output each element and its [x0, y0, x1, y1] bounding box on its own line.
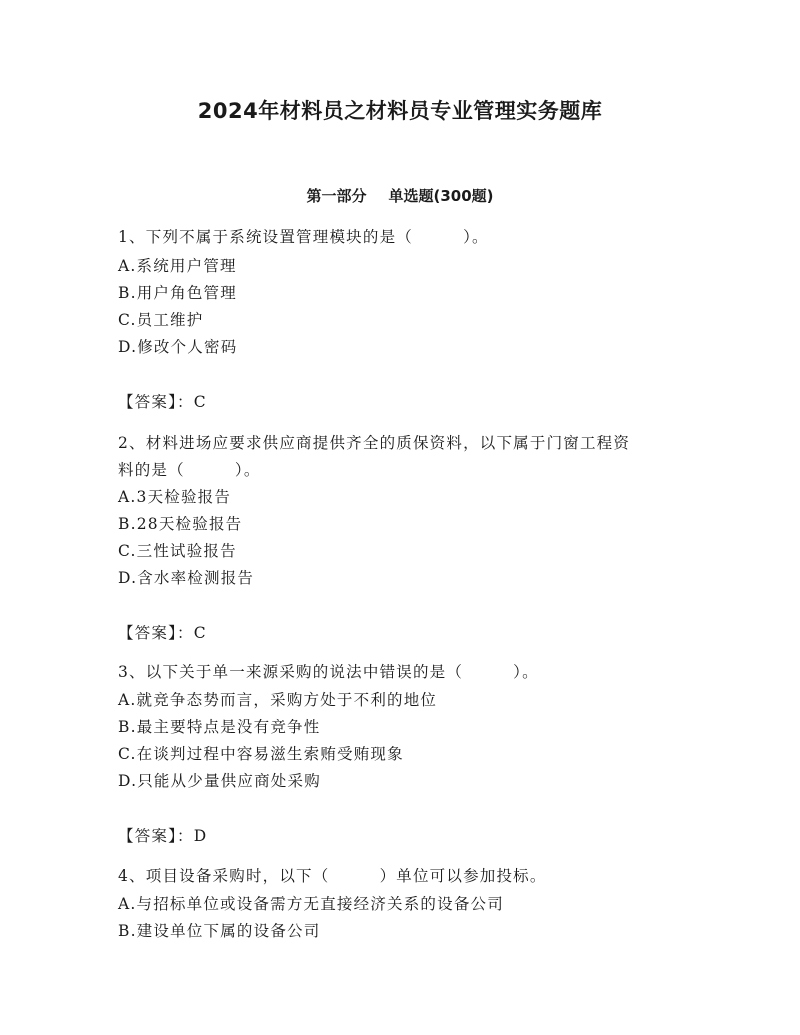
option-b: B.28天检验报告 — [118, 515, 243, 533]
question-stem: 2、材料进场应要求供应商提供齐全的质保资料，以下属于门窗工程资 — [118, 434, 631, 452]
option-c: C.在谈判过程中容易滋生索贿受贿现象 — [118, 745, 404, 763]
document-title: 2024年材料员之材料员专业管理实务题库 — [197, 99, 603, 123]
section-name: 单选题(300题) — [388, 187, 494, 205]
option-a: A.3天检验报告 — [118, 488, 232, 506]
option-a: A.与招标单位或设备需方无直接经济关系的设备公司 — [118, 895, 504, 913]
answer-label: 【答案】：D — [118, 827, 208, 845]
question-stem: 1、下列不属于系统设置管理模块的是（ ）。 — [118, 228, 489, 246]
question-stem: 4、项目设备采购时，以下（ ）单位可以参加投标。 — [118, 867, 547, 885]
option-a: A.就竞争态势而言，采购方处于不利的地位 — [118, 691, 438, 709]
answer-label: 【答案】：C — [118, 393, 207, 411]
answer-label: 【答案】：C — [118, 624, 207, 642]
section-part: 第一部分 — [306, 187, 367, 205]
option-b: B.用户角色管理 — [118, 284, 237, 302]
option-b: B.最主要特点是没有竞争性 — [118, 718, 321, 736]
option-c: C.员工维护 — [118, 311, 204, 329]
question-stem-cont: 料的是（ ）。 — [118, 461, 261, 479]
option-d: D.修改个人密码 — [118, 338, 238, 356]
option-a: A.系统用户管理 — [118, 257, 237, 275]
section-heading — [0, 185, 800, 206]
question-stem: 3、以下关于单一来源采购的说法中错误的是（ ）。 — [118, 663, 539, 681]
option-d: D.含水率检测报告 — [118, 569, 255, 587]
option-c: C.三性试验报告 — [118, 542, 237, 560]
option-d: D.只能从少量供应商处采购 — [118, 772, 321, 790]
option-b: B.建设单位下属的设备公司 — [118, 922, 321, 940]
